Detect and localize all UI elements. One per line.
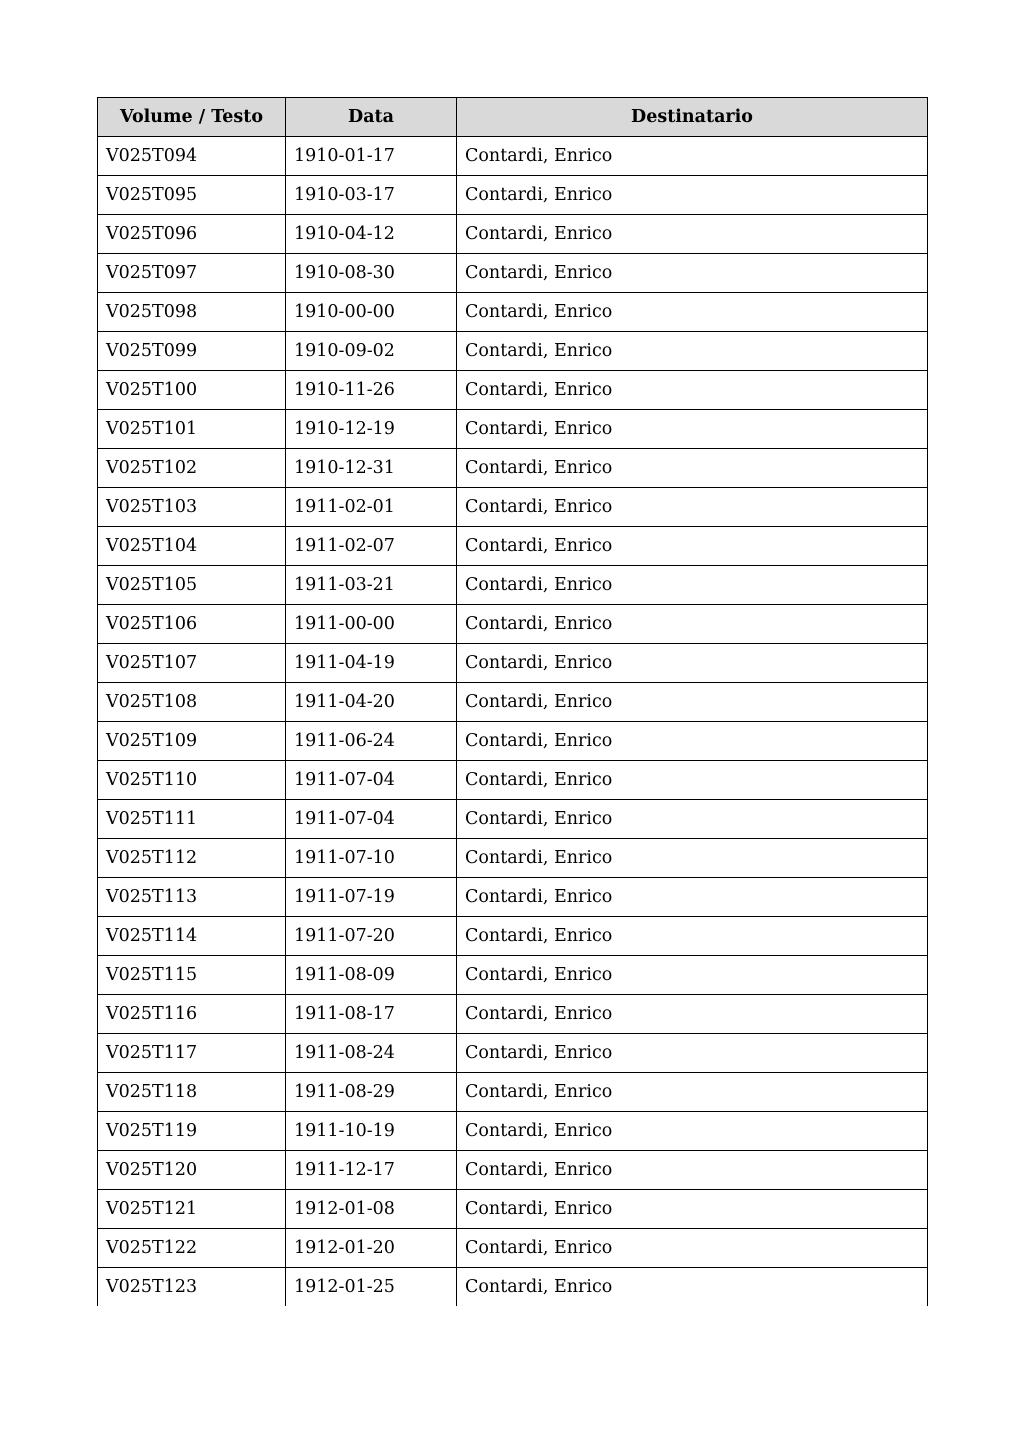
cell-data: 1911-02-01 (286, 488, 457, 527)
table-row (98, 371, 928, 410)
cell-destinatario: Contardi, Enrico (457, 1268, 928, 1307)
header-destinatario: Destinatario (457, 98, 928, 137)
cell-data: 1910-11-26 (286, 371, 457, 410)
cell-destinatario: Contardi, Enrico (457, 1034, 928, 1073)
cell-volume-testo: V025T121 (98, 1190, 286, 1229)
cell-volume-testo: V025T118 (98, 1073, 286, 1112)
cell-destinatario: Contardi, Enrico (457, 215, 928, 254)
table-row (98, 137, 928, 176)
cell-destinatario: Contardi, Enrico (457, 644, 928, 683)
table-row (98, 1229, 928, 1268)
cell-volume-testo: V025T116 (98, 995, 286, 1034)
table-row (98, 644, 928, 683)
cell-data: 1911-07-20 (286, 917, 457, 956)
table-row (98, 722, 928, 761)
table-row (98, 917, 928, 956)
cell-data: 1911-04-19 (286, 644, 457, 683)
cell-destinatario: Contardi, Enrico (457, 137, 928, 176)
cell-volume-testo: V025T123 (98, 1268, 286, 1307)
cell-volume-testo: V025T103 (98, 488, 286, 527)
table-row (98, 293, 928, 332)
cell-volume-testo: V025T098 (98, 293, 286, 332)
cell-volume-testo: V025T096 (98, 215, 286, 254)
table-row (98, 1073, 928, 1112)
header-data: Data (286, 98, 457, 137)
table-header (98, 98, 928, 137)
table-row (98, 1112, 928, 1151)
cell-data: 1912-01-25 (286, 1268, 457, 1307)
table-row (98, 176, 928, 215)
cell-destinatario: Contardi, Enrico (457, 176, 928, 215)
cell-volume-testo: V025T114 (98, 917, 286, 956)
table-row (98, 605, 928, 644)
cell-volume-testo: V025T100 (98, 371, 286, 410)
cell-data: 1911-03-21 (286, 566, 457, 605)
table-row (98, 254, 928, 293)
cell-volume-testo: V025T109 (98, 722, 286, 761)
cell-destinatario: Contardi, Enrico (457, 800, 928, 839)
table-row (98, 683, 928, 722)
cell-volume-testo: V025T120 (98, 1151, 286, 1190)
table-body (98, 137, 928, 1307)
table-row (98, 527, 928, 566)
table-row (98, 956, 928, 995)
cell-volume-testo: V025T104 (98, 527, 286, 566)
cell-data: 1911-06-24 (286, 722, 457, 761)
cell-destinatario: Contardi, Enrico (457, 371, 928, 410)
cell-volume-testo: V025T122 (98, 1229, 286, 1268)
cell-destinatario: Contardi, Enrico (457, 1229, 928, 1268)
cell-data: 1911-08-24 (286, 1034, 457, 1073)
cell-data: 1911-02-07 (286, 527, 457, 566)
table-row (98, 332, 928, 371)
cell-volume-testo: V025T102 (98, 449, 286, 488)
cell-data: 1911-07-04 (286, 761, 457, 800)
cell-destinatario: Contardi, Enrico (457, 605, 928, 644)
header-volume-testo: Volume / Testo (98, 98, 286, 137)
cell-volume-testo: V025T099 (98, 332, 286, 371)
cell-destinatario: Contardi, Enrico (457, 488, 928, 527)
cell-destinatario: Contardi, Enrico (457, 956, 928, 995)
cell-destinatario: Contardi, Enrico (457, 1151, 928, 1190)
cell-data: 1910-09-02 (286, 332, 457, 371)
letters-table (97, 97, 928, 1306)
cell-data: 1912-01-08 (286, 1190, 457, 1229)
table-row (98, 995, 928, 1034)
cell-data: 1912-01-20 (286, 1229, 457, 1268)
cell-destinatario: Contardi, Enrico (457, 332, 928, 371)
cell-volume-testo: V025T111 (98, 800, 286, 839)
cell-destinatario: Contardi, Enrico (457, 722, 928, 761)
cell-volume-testo: V025T095 (98, 176, 286, 215)
cell-data: 1910-08-30 (286, 254, 457, 293)
cell-destinatario: Contardi, Enrico (457, 1073, 928, 1112)
cell-data: 1911-08-17 (286, 995, 457, 1034)
table-row (98, 488, 928, 527)
cell-volume-testo: V025T110 (98, 761, 286, 800)
cell-destinatario: Contardi, Enrico (457, 527, 928, 566)
cell-data: 1910-01-17 (286, 137, 457, 176)
cell-data: 1911-10-19 (286, 1112, 457, 1151)
cell-volume-testo: V025T094 (98, 137, 286, 176)
header-row (98, 98, 928, 137)
cell-data: 1910-12-31 (286, 449, 457, 488)
cell-destinatario: Contardi, Enrico (457, 917, 928, 956)
table-row (98, 215, 928, 254)
table-row (98, 800, 928, 839)
table-row (98, 1151, 928, 1190)
table-row (98, 878, 928, 917)
cell-data: 1910-00-00 (286, 293, 457, 332)
cell-destinatario: Contardi, Enrico (457, 1112, 928, 1151)
cell-destinatario: Contardi, Enrico (457, 761, 928, 800)
cell-volume-testo: V025T105 (98, 566, 286, 605)
cell-destinatario: Contardi, Enrico (457, 839, 928, 878)
cell-data: 1910-04-12 (286, 215, 457, 254)
cell-destinatario: Contardi, Enrico (457, 410, 928, 449)
table-row (98, 1034, 928, 1073)
cell-data: 1911-07-19 (286, 878, 457, 917)
cell-data: 1910-03-17 (286, 176, 457, 215)
cell-destinatario: Contardi, Enrico (457, 254, 928, 293)
cell-volume-testo: V025T108 (98, 683, 286, 722)
cell-data: 1911-00-00 (286, 605, 457, 644)
cell-volume-testo: V025T097 (98, 254, 286, 293)
cell-volume-testo: V025T119 (98, 1112, 286, 1151)
cell-data: 1911-07-04 (286, 800, 457, 839)
cell-data: 1911-08-09 (286, 956, 457, 995)
cell-volume-testo: V025T112 (98, 839, 286, 878)
cell-data: 1910-12-19 (286, 410, 457, 449)
cell-data: 1911-12-17 (286, 1151, 457, 1190)
cell-destinatario: Contardi, Enrico (457, 293, 928, 332)
cell-destinatario: Contardi, Enrico (457, 449, 928, 488)
cell-destinatario: Contardi, Enrico (457, 878, 928, 917)
cell-data: 1911-04-20 (286, 683, 457, 722)
cell-volume-testo: V025T113 (98, 878, 286, 917)
cell-volume-testo: V025T106 (98, 605, 286, 644)
cell-volume-testo: V025T101 (98, 410, 286, 449)
table-row (98, 566, 928, 605)
table-row (98, 449, 928, 488)
table-row (98, 761, 928, 800)
table-row (98, 839, 928, 878)
cell-destinatario: Contardi, Enrico (457, 683, 928, 722)
cell-destinatario: Contardi, Enrico (457, 995, 928, 1034)
table-row (98, 1268, 928, 1307)
cell-destinatario: Contardi, Enrico (457, 566, 928, 605)
cell-data: 1911-08-29 (286, 1073, 457, 1112)
cell-volume-testo: V025T117 (98, 1034, 286, 1073)
cell-volume-testo: V025T115 (98, 956, 286, 995)
cell-destinatario: Contardi, Enrico (457, 1190, 928, 1229)
cell-data: 1911-07-10 (286, 839, 457, 878)
table-row (98, 410, 928, 449)
table-row (98, 1190, 928, 1229)
cell-volume-testo: V025T107 (98, 644, 286, 683)
